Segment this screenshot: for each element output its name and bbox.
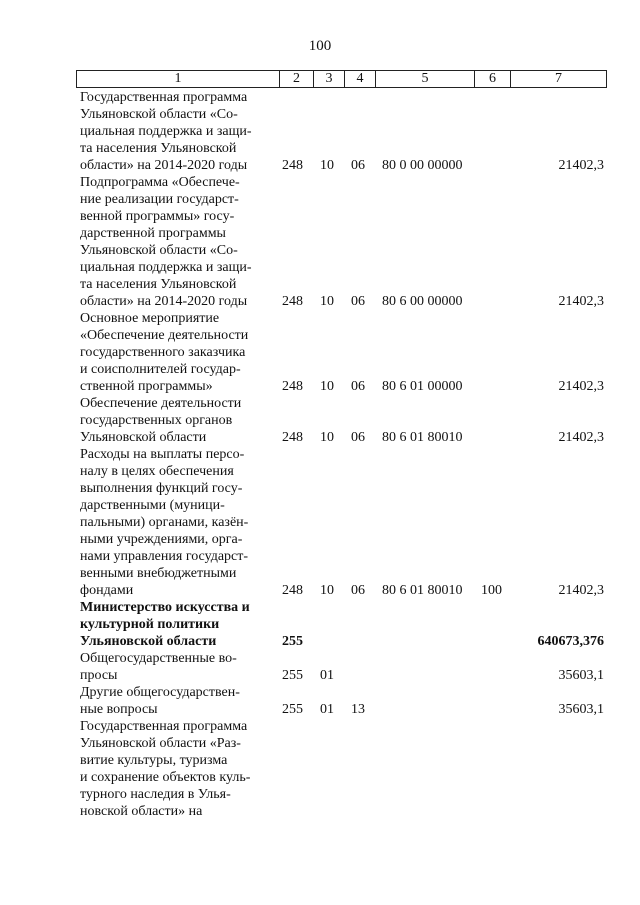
cell-col-5: 80 6 00 00000 — [382, 294, 463, 309]
row-name-line: государственного заказчика — [80, 345, 246, 360]
cell-col-7: 21402,3 — [558, 430, 604, 445]
cell-col-4: 06 — [351, 430, 365, 445]
row-name-line: дарственной программы — [80, 226, 226, 241]
row-name-line: та населения Ульяновской — [80, 141, 237, 156]
row-name-line: Ульяновской области — [80, 634, 217, 649]
cell-col-3: 10 — [320, 158, 334, 173]
cell-col-7: 21402,3 — [558, 158, 604, 173]
cell-col-5: 80 6 01 80010 — [382, 583, 463, 598]
cell-col-3: 10 — [320, 294, 334, 309]
row-name-line: Государственная программа — [80, 90, 248, 105]
row-name-line: культурной политики — [80, 617, 220, 632]
column-header-row — [76, 70, 607, 88]
row-name-line: та населения Ульяновской — [80, 277, 237, 292]
cell-col-4: 06 — [351, 583, 365, 598]
row-name — [80, 174, 272, 310]
row-name — [80, 718, 272, 820]
table-row — [0, 310, 640, 395]
row-name-line: витие культуры, туризма — [80, 753, 228, 768]
cell-col-7: 640673,376 — [537, 634, 604, 649]
cell-col-2: 248 — [282, 430, 303, 445]
cell-col-4: 13 — [351, 702, 365, 717]
cell-col-7: 35603,1 — [558, 702, 604, 717]
cell-col-2: 255 — [282, 634, 303, 649]
cell-col-7: 21402,3 — [558, 583, 604, 598]
row-name-line: ные вопросы — [80, 702, 158, 717]
row-name-line: дарственными (муници- — [80, 498, 225, 513]
row-name — [80, 89, 272, 174]
cell-col-7: 21402,3 — [558, 294, 604, 309]
row-name-line: Общегосударственные во- — [80, 651, 237, 666]
column-header-4: 4 — [344, 71, 375, 87]
row-name — [80, 310, 272, 395]
row-name-line: Обеспечение деятельности — [80, 396, 242, 411]
cell-col-2: 248 — [282, 158, 303, 173]
row-name-line: и сохранение объектов куль- — [80, 770, 251, 785]
row-name-line: государственных органов — [80, 413, 233, 428]
row-name-line: Ульяновской области «Со- — [80, 243, 238, 258]
row-name-line: венной программы» госу- — [80, 209, 235, 224]
row-name-line: Ульяновской области «Со- — [80, 107, 238, 122]
column-header-2: 2 — [279, 71, 313, 87]
row-name-line: Министерство искусства и — [80, 600, 250, 615]
table-row — [0, 718, 640, 820]
row-name — [80, 446, 272, 599]
cell-col-7: 35603,1 — [558, 668, 604, 683]
row-name-line: области» на 2014-2020 годы — [80, 294, 248, 309]
cell-col-2: 248 — [282, 583, 303, 598]
cell-col-2: 248 — [282, 294, 303, 309]
column-header-1: 1 — [174, 71, 182, 86]
row-name-line: Расходы на выплаты персо- — [80, 447, 245, 462]
table-row — [0, 395, 640, 446]
row-name — [80, 599, 272, 650]
cell-col-3: 01 — [320, 702, 334, 717]
cell-col-5: 80 6 01 80010 — [382, 430, 463, 445]
row-name-line: и соисполнителей государ- — [80, 362, 241, 377]
row-name-line: ние реализации государст- — [80, 192, 239, 207]
row-name — [80, 650, 272, 684]
row-name-line: ными учреждениями, орга- — [80, 532, 243, 547]
row-name-line: циальная поддержка и защи- — [80, 260, 252, 275]
row-name-line: турного наследия в Улья- — [80, 787, 231, 802]
row-name-line: Государственная программа — [80, 719, 248, 734]
row-name-line: новской области» на — [80, 804, 203, 819]
column-header-7: 7 — [510, 71, 606, 87]
column-header-3: 3 — [313, 71, 344, 87]
table-row — [0, 684, 640, 718]
row-name — [80, 684, 272, 718]
row-name-line: Подпрограмма «Обеспече- — [80, 175, 240, 190]
cell-col-5: 80 6 01 00000 — [382, 379, 463, 394]
row-name-line: области» на 2014-2020 годы — [80, 158, 248, 173]
cell-col-4: 06 — [351, 294, 365, 309]
cell-col-3: 10 — [320, 583, 334, 598]
cell-col-3: 01 — [320, 668, 334, 683]
cell-col-4: 06 — [351, 379, 365, 394]
cell-col-7: 21402,3 — [558, 379, 604, 394]
row-name — [80, 395, 272, 446]
cell-col-2: 255 — [282, 702, 303, 717]
cell-col-3: 10 — [320, 430, 334, 445]
row-name-line: циальная поддержка и защи- — [80, 124, 252, 139]
row-name-line: Другие общегосударствен- — [80, 685, 240, 700]
row-name-line: Основное мероприятие — [80, 311, 220, 326]
row-name-line: налу в целях обеспечения — [80, 464, 234, 479]
table-row — [0, 446, 640, 599]
cell-col-4: 06 — [351, 158, 365, 173]
table-row — [0, 650, 640, 684]
row-name-line: нами управления государст- — [80, 549, 249, 564]
row-name-line: венными внебюджетными — [80, 566, 237, 581]
row-name-line: пальными) органами, казён- — [80, 515, 249, 530]
row-name-line: Ульяновской области — [80, 430, 207, 445]
column-header-5: 5 — [375, 71, 474, 87]
cell-col-3: 10 — [320, 379, 334, 394]
table-row — [0, 599, 640, 650]
table-row — [0, 89, 640, 174]
cell-col-6: 100 — [481, 583, 502, 598]
cell-col-5: 80 0 00 00000 — [382, 158, 463, 173]
row-name-line: ственной программы» — [80, 379, 213, 394]
page-number: 100 — [308, 38, 332, 54]
row-name-line: выполнения функций госу- — [80, 481, 243, 496]
column-header-6: 6 — [474, 71, 510, 87]
row-name-line: фондами — [80, 583, 134, 598]
cell-col-2: 255 — [282, 668, 303, 683]
row-name-line: Ульяновской области «Раз- — [80, 736, 241, 751]
row-name-line: просы — [80, 668, 118, 683]
table-row — [0, 174, 640, 310]
cell-col-2: 248 — [282, 379, 303, 394]
row-name-line: «Обеспечение деятельности — [80, 328, 249, 343]
